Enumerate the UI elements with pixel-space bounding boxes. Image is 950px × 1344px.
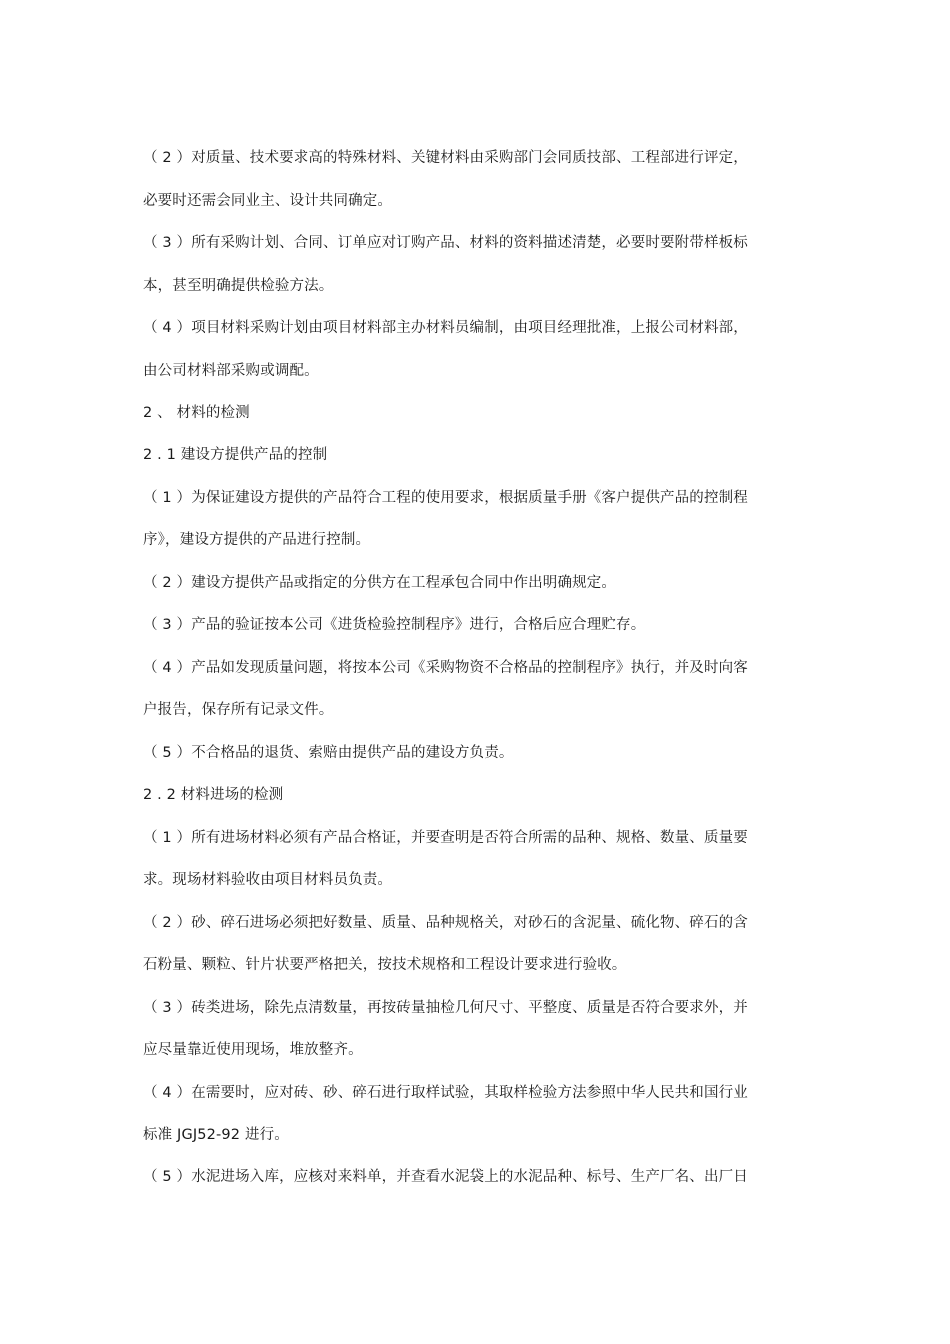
paragraph-line: 必要时还需会同业主、设计共同确定。 — [143, 193, 393, 209]
paragraph-line: 本，甚至明确提供检验方法。 — [143, 278, 334, 294]
paragraph-line: 序》，建设方提供的产品进行控制。 — [143, 532, 371, 548]
paragraph-line: （ 5 ）水泥进场入库，应核对来料单，并查看水泥袋上的水泥品种、标号、生产厂名、出厂日 — [143, 1169, 748, 1185]
paragraph-line: （ 2 ）砂、碎石进场必须把好数量、质量、品种规格关，对砂石的含泥量、硫化物、碎石的含 — [143, 915, 748, 931]
paragraph-line: （ 2 ）对质量、技术要求高的特殊材料、关键材料由采购部门会同质技部、工程部进行评定， — [143, 150, 748, 166]
paragraph-line: 标准 JGJ52-92 进行。 — [143, 1127, 289, 1143]
paragraph-line: （ 5 ）不合格品的退货、索赔由提供产品的建设方负责。 — [143, 745, 514, 761]
subsection-heading: 2 . 2 材料进场的检测 — [143, 787, 284, 803]
paragraph-line: （ 1 ）所有进场材料必须有产品合格证，并要查明是否符合所需的品种、规格、数量、质量要 — [143, 830, 748, 846]
paragraph-line: （ 3 ）产品的验证按本公司《进货检验控制程序》进行，合格后应合理贮存。 — [143, 617, 646, 633]
paragraph-line: 由公司材料部采购或调配。 — [143, 363, 319, 379]
paragraph-line: 石粉量、颗粒、针片状要严格把关，按技术规格和工程设计要求进行验收。 — [143, 957, 627, 973]
paragraph-line: （ 1 ）为保证建设方提供的产品符合工程的使用要求，根据质量手册《客户提供产品的控制程 — [143, 490, 748, 506]
paragraph-line: （ 3 ）砖类进场，除先点清数量，再按砖量抽检几何尺寸、平整度、质量是否符合要求外，并 — [143, 1000, 748, 1016]
paragraph-line: 应尽量靠近使用现场，堆放整齐。 — [143, 1042, 363, 1058]
paragraph-line: （ 3 ）所有采购计划、合同、订单应对订购产品、材料的资料描述清楚，必要时要附带样板标 — [143, 235, 748, 251]
paragraph-line: （ 4 ）项目材料采购计划由项目材料部主办材料员编制，由项目经理批准，上报公司材料部， — [143, 320, 748, 336]
paragraph-line: 户报告，保存所有记录文件。 — [143, 702, 334, 718]
paragraph-line: （ 2 ）建设方提供产品或指定的分供方在工程承包合同中作出明确规定。 — [143, 575, 617, 591]
paragraph-line: （ 4 ）产品如发现质量问题，将按本公司《采购物资不合格品的控制程序》执行，并及时向客 — [143, 660, 748, 676]
paragraph-line: （ 4 ）在需要时，应对砖、砂、碎石进行取样试验，其取样检验方法参照中华人民共和国行业 — [143, 1085, 748, 1101]
section-heading: 2 、 材料的检测 — [143, 405, 250, 421]
paragraph-line: 求。现场材料验收由项目材料员负责。 — [143, 872, 393, 888]
subsection-heading: 2 . 1 建设方提供产品的控制 — [143, 447, 328, 463]
